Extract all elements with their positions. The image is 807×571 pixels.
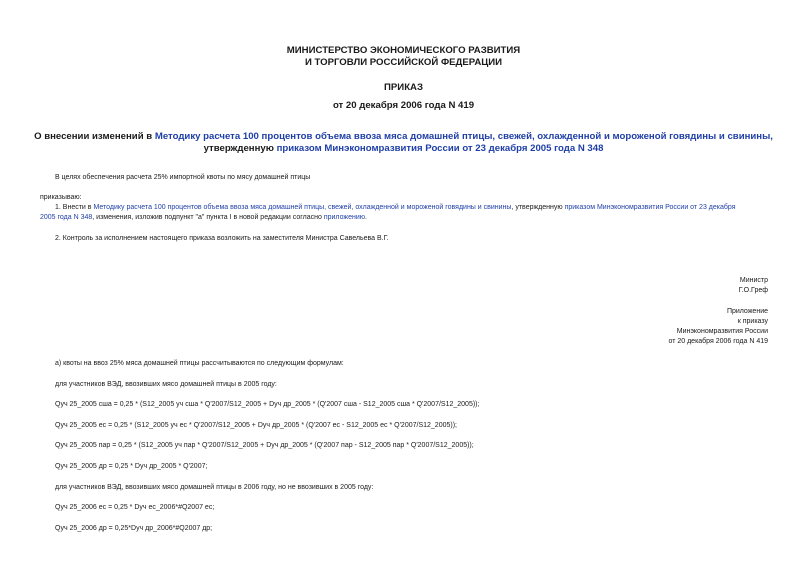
participants-2005: для участников ВЭД, ввозивших мясо домашней птицы в 2005 году: bbox=[55, 381, 277, 388]
signature-position: Министр bbox=[739, 277, 768, 284]
document-title bbox=[0, 131, 807, 155]
title-prefix: О внесении изменений в bbox=[34, 131, 155, 142]
formula-2006-other: Qуч 25_2006 др = 0,25*Dуч др_2006*#Q2007 др; bbox=[55, 525, 213, 532]
item-1-line1 bbox=[55, 203, 736, 213]
formula-usa: Qуч 25_2005 сша = 0,25 * (S12_2005 уч сша * Q'2007/S12_2005 + Dуч др_2005 * (Q'2007 сша - S12_2005 сша * Q'2007/S12_2005)); bbox=[55, 401, 480, 408]
ministry-name-line2: И ТОРГОВЛИ РОССИЙСКОЙ ФЕДЕРАЦИИ bbox=[304, 57, 503, 68]
appendix-link[interactable]: приложению bbox=[323, 214, 365, 221]
appendix-ministry: Минэкономразвития России bbox=[676, 328, 768, 335]
item-1-methodology-link[interactable]: Методику расчета 100 процентов объема ввоза мяса домашней птицы, свежей, охлажденной и мороженой говядины и свинины bbox=[93, 204, 512, 211]
appendix-label: Приложение bbox=[726, 308, 768, 315]
item-1-mid: , утвержденную bbox=[511, 204, 565, 211]
item-1-tail: , изменения, изложив подпункт "а" пункта I в новой редакции согласно bbox=[92, 214, 324, 221]
formula-2006-eu: Qуч 25_2006 ес = 0,25 * Dуч ес_2006*#Q2007 ес; bbox=[55, 504, 215, 511]
order-word: приказываю: bbox=[40, 194, 82, 201]
formula-other: Qуч 25_2005 др = 0,25 * Dуч др_2005 * Q'2007; bbox=[55, 463, 208, 470]
formula-eu: Qуч 25_2005 ес = 0,25 * (S12_2005 уч ес * Q'2007/S12_2005 + Dуч др_2005 * (Q'2007 ес - S12_2005 ес * Q'2007/S12_2005)); bbox=[55, 422, 457, 429]
ministry-header bbox=[0, 45, 807, 69]
item-1-prefix: 1. Внести в bbox=[55, 204, 94, 211]
ministry-name-line1: МИНИСТЕРСТВО ЭКОНОМИЧЕСКОГО РАЗВИТИЯ bbox=[286, 45, 521, 56]
appendix-to-order: к приказу bbox=[737, 318, 768, 325]
intro-paragraph: В целях обеспечения расчета 25% импортной квоты по мясу домашней птицы bbox=[55, 174, 311, 181]
item-1-order-link-cont[interactable]: 2005 года N 348 bbox=[40, 214, 93, 221]
item-2-paragraph: 2. Контроль за исполнением настоящего приказа возложить на заместителя Министра Савельева В.Г. bbox=[55, 235, 389, 242]
order-348-link[interactable]: приказом Минэкономразвития России от 23 декабря 2005 года N 348 bbox=[276, 143, 604, 154]
participants-2006: для участников ВЭД, ввозивших мясо домашней птицы в 2006 году, но не ввозивших в 2005 году: bbox=[55, 484, 374, 491]
methodology-link[interactable]: Методику расчета 100 процентов объема ввоза мяса домашней птицы, свежей, охлажденной и мороженой говядины и свинины, bbox=[154, 131, 773, 142]
document-date: от 20 декабря 2006 года N 419 bbox=[332, 100, 475, 111]
formula-par: Qуч 25_2005 пар = 0,25 * (S12_2005 уч пар * Q'2007/S12_2005 + Dуч др_2005 * (Q'2007 пар - S12_2005 пар * Q'2007/S12_2005)); bbox=[55, 442, 474, 449]
item-1-line2: 2005 года N 348, изменения, изложив подпункт "а" пункта I в новой редакции согласно приложению. bbox=[40, 214, 367, 221]
document-type: ПРИКАЗ bbox=[384, 82, 423, 93]
formula-intro: а) квоты на ввоз 25% мяса домашней птицы рассчитываются по следующим формулам: bbox=[55, 360, 344, 367]
item-1-order-link[interactable]: приказом Минэкономразвития России от 23 декабря bbox=[564, 204, 736, 211]
title-middle: утвержденную bbox=[203, 143, 277, 154]
signature-name: Г.О.Греф bbox=[738, 287, 768, 294]
appendix-date: от 20 декабря 2006 года N 419 bbox=[668, 338, 768, 345]
